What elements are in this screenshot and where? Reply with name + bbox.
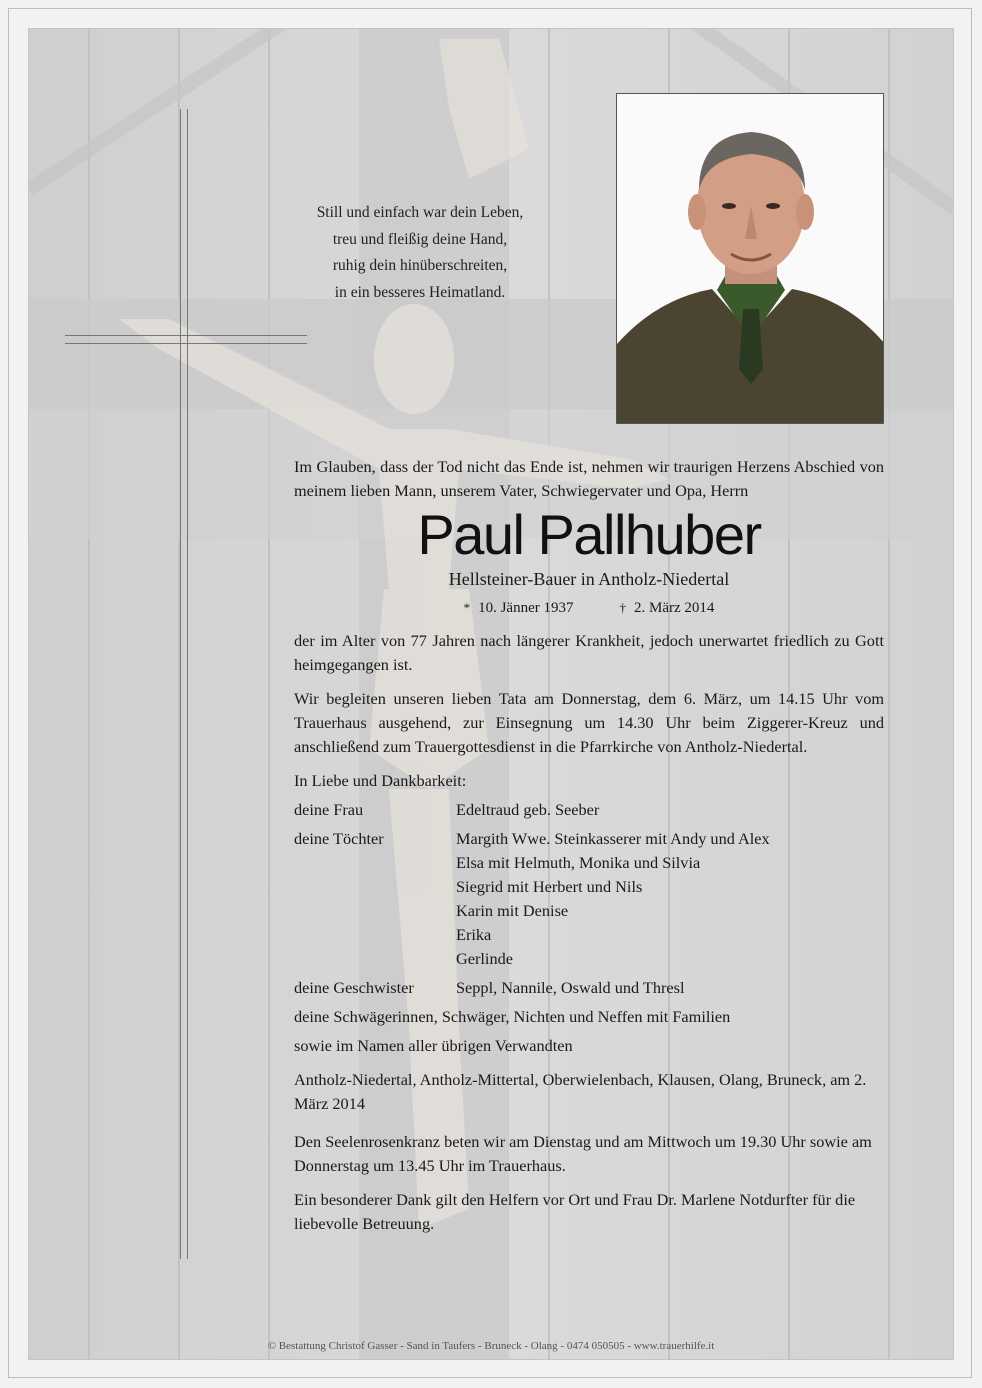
- family-members: Seppl, Nannile, Oswald und Thresl: [456, 978, 685, 997]
- footer-credit: © Bestattung Christof Gasser - Sand in Taufers - Bruneck - Olang - 0474 050505 - www.trauerhilfe.it: [267, 1340, 715, 1352]
- rosary-paragraph: Den Seelenrosenkranz beten wir am Dienstag und am Mittwoch um 19.30 Uhr sowie am Donnerstag um 13.45 Uhr im Trauerhaus.: [294, 1132, 872, 1175]
- family-inlaws: deine Schwägerinnen, Schwäger, Nichten und Neffen mit Familien: [294, 1007, 731, 1026]
- place-date: Antholz-Niedertal, Antholz-Mittertal, Oberwielenbach, Klausen, Olang, Bruneck, am 2. März 2014: [294, 1070, 867, 1113]
- family-row-relatives: [294, 1034, 884, 1058]
- funeral-paragraph: Wir begleiten unseren lieben Tata am Donnerstag, dem 6. März, um 14.15 Uhr vom Trauerhaus ausgehend, zur Einsegnung um 14.30 Uhr beim Ziggerer-Kreuz und anschließend zum Trauergottesdienst in die Pfarrkirche von Antholz-Niedertal.: [294, 689, 884, 756]
- life-dates: [294, 597, 884, 619]
- family-role: deine Geschwister: [294, 978, 414, 997]
- thanks-paragraph: Ein besonderer Dank gilt den Helfern vor Ort und Frau Dr. Marlene Notdurfter für die liebevolle Betreuung.: [294, 1190, 856, 1233]
- daughter-entry: Erika: [456, 925, 492, 944]
- family-role: deine Frau: [294, 800, 364, 819]
- portrait-illustration: [617, 94, 884, 424]
- family-intro: In Liebe und Dankbarkeit:: [294, 771, 467, 790]
- family-relatives: sowie im Namen aller übrigen Verwandten: [294, 1036, 573, 1055]
- obituary-text: [294, 455, 884, 1236]
- daughter-entry: Elsa mit Helmuth, Monika und Silvia: [456, 853, 701, 872]
- portrait-photo: [616, 93, 884, 424]
- verse-line: Still und einfach war dein Leben,: [316, 204, 524, 221]
- family-members: Edeltraud geb. Seeber: [456, 800, 600, 819]
- family-role: deine Töchter: [294, 829, 384, 848]
- daughter-entry: Margith Wwe. Steinkasserer mit Andy und Alex: [456, 829, 770, 848]
- daughter-entry: Karin mit Denise: [456, 901, 569, 920]
- deceased-subtitle: Hellsteiner-Bauer in Antholz-Niedertal: [448, 569, 730, 589]
- verse-line: in ein besseres Heimatland.: [334, 283, 506, 301]
- birth-date: 10. Jänner 1937: [478, 600, 574, 616]
- verse-line: ruhig dein hinüberschreiten,: [332, 257, 508, 274]
- family-row-daughters: [294, 827, 884, 971]
- death-date: 2. März 2014: [634, 600, 715, 616]
- family-row-siblings: [294, 976, 884, 1000]
- cross-horizontal-line-1: [65, 335, 307, 336]
- daughter-entry: Gerlinde: [456, 949, 513, 968]
- verse-line: treu und fleißig deine Hand,: [332, 230, 508, 248]
- cross-vertical-line-2: [187, 109, 188, 1259]
- family-row-inlaws: [294, 1005, 884, 1029]
- cross-vertical-line-1: [180, 109, 181, 1259]
- death-symbol: †: [619, 600, 626, 615]
- memorial-verse: [250, 200, 590, 306]
- daughter-entry: Siegrid mit Herbert und Nils: [456, 877, 643, 896]
- family-members: [456, 827, 884, 971]
- cross-horizontal-line-2: [65, 343, 307, 344]
- passing-paragraph: der im Alter von 77 Jahren nach längerer Krankheit, jedoch unerwartet friedlich zu Gott heimgegangen ist.: [294, 631, 884, 674]
- intro-paragraph: Im Glauben, dass der Tod nicht das Ende ist, nehmen wir traurigen Herzens Abschied von meinem lieben Mann, unserem Vater, Schwiegervater und Opa, Herrn: [294, 457, 884, 500]
- deceased-name: Paul Pallhuber: [417, 503, 761, 566]
- birth-symbol: *: [463, 600, 471, 615]
- family-row-wife: [294, 798, 884, 822]
